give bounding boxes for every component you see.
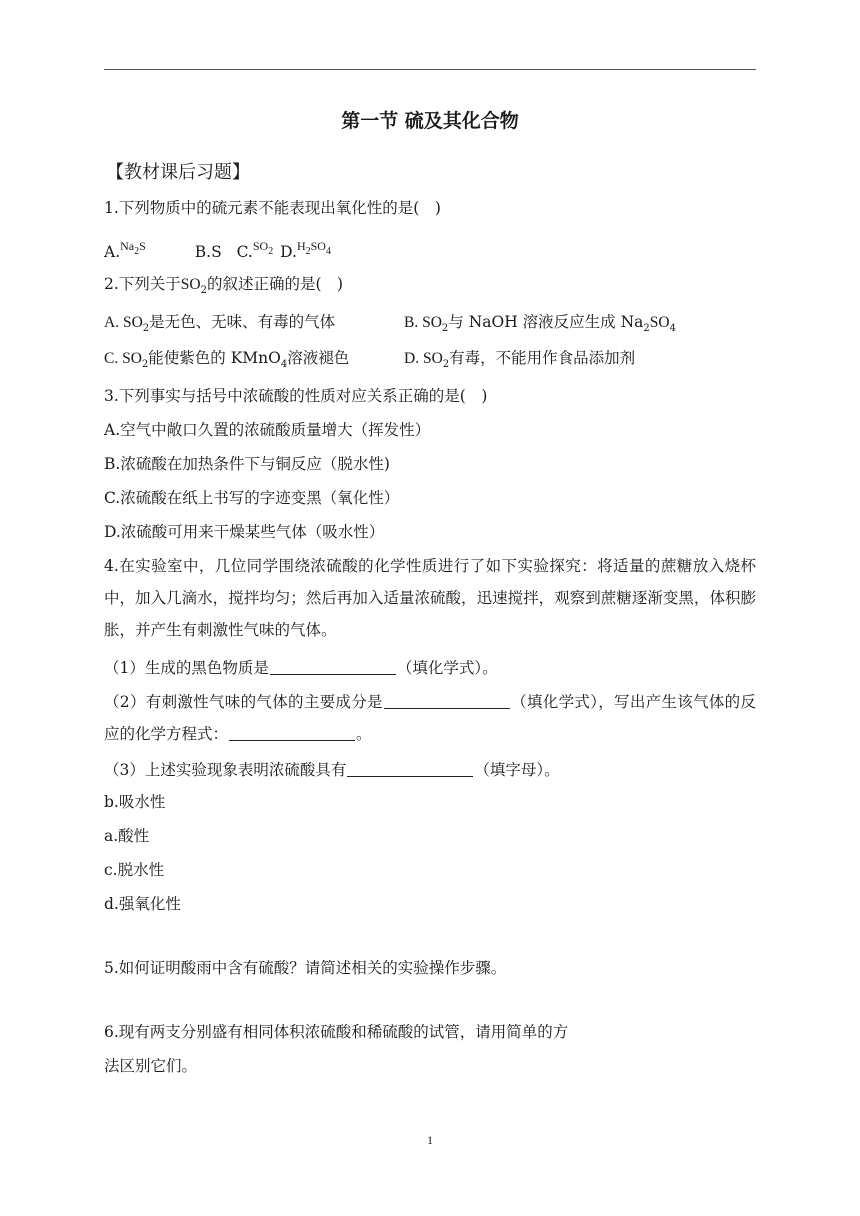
- q1-option-c-formula: SO2: [252, 239, 274, 257]
- answer-blank[interactable]: [347, 762, 473, 777]
- q4-part-3: （3）上述实验现象表明浓硫酸具有 （填字母）。: [104, 761, 560, 779]
- q4-part-1: （1）生成的黑色物质是 （填化学式）。: [104, 659, 498, 677]
- q3-option-b: B.浓硫酸在加热条件下与铜反应（脱水性): [104, 455, 390, 473]
- question-2-row-cd: [104, 348, 636, 375]
- q4-option: b.吸水性: [104, 793, 166, 811]
- equation-blank[interactable]: [229, 726, 355, 741]
- q1-option-a-formula: Na2S: [120, 239, 146, 257]
- question-5: 5.如何证明酸雨中含有硫酸？请简述相关的实验操作步骤。: [104, 959, 507, 977]
- q1-option-c-label: C.: [236, 243, 253, 261]
- page-number: 1: [427, 1133, 433, 1147]
- question-1-options: [104, 236, 331, 262]
- answer-blank[interactable]: [270, 660, 396, 675]
- q4-option: d.强氧化性: [104, 895, 181, 913]
- question-2-row-ab: [104, 312, 676, 339]
- q1-option-d-label: D.: [280, 243, 297, 261]
- question-1-stem: 1.下列物质中的硫元素不能表现出氧化性的是( ): [104, 199, 441, 217]
- q3-option-d: D.浓硫酸可用来干燥某些气体（吸水性）: [104, 523, 385, 541]
- q4-option: a.酸性: [104, 827, 150, 845]
- q3-option-c: C.浓硫酸在纸上书写的字迹变黑（氧化性）: [104, 489, 400, 507]
- q2-option-b: B. $SO_2$与 NaOH 溶液反应生成 $Na_2SO_4$: [404, 313, 676, 334]
- q1-option-d-formula: H2SO4: [296, 239, 331, 257]
- section-heading: 【教材课后习题】: [106, 162, 250, 183]
- q2-option-c: C. $SO_2$能使紫色的 KMnO$_4$溶液褪色: [104, 349, 350, 370]
- q4-part-2: （2）有刺激性气味的气体的主要成分是 （填化学式），写出产生该气体的反应的化学方程式： 。: [104, 693, 756, 743]
- answer-blank[interactable]: [384, 694, 510, 709]
- q2-option-d: D. $SO_2$有毒，不能用作食品添加剂: [404, 349, 636, 370]
- page-title: 第一节 硫及其化合物: [341, 110, 519, 132]
- q3-option-a: A.空气中敞口久置的浓硫酸质量增大（挥发性）: [104, 421, 431, 439]
- q2-option-a: A. $SO_2$是无色、无味、有毒的气体: [104, 313, 336, 334]
- question-2-stem: 2.下列关于$SO_2$的叙述正确的是( ): [104, 275, 344, 296]
- header-rule: [104, 69, 756, 70]
- question-3-stem: 3.下列事实与括号中浓硫酸的性质对应关系正确的是( ): [104, 387, 488, 405]
- question-6-line-1: 6.现有两支分别盛有相同体积浓硫酸和稀硫酸的试管，请用简单的方: [104, 1023, 569, 1041]
- q1-option-a-label: A.: [104, 243, 121, 261]
- q1-option-b: B.S: [194, 243, 222, 261]
- question-6-line-2: 法区别它们。: [104, 1057, 198, 1075]
- q4-option: c.脱水性: [104, 861, 165, 879]
- question-4-stem: 4.在实验室中，几位同学围绕浓硫酸的化学性质进行了如下实验探究：将适量的蔗糖放入烧杯中，加入几滴水，搅拌均匀；然后再加入适量浓硫酸，迅速搅拌，观察到蔗糖逐渐变黑，体积膨胀，并产生有刺激性气味的气体。: [104, 557, 756, 639]
